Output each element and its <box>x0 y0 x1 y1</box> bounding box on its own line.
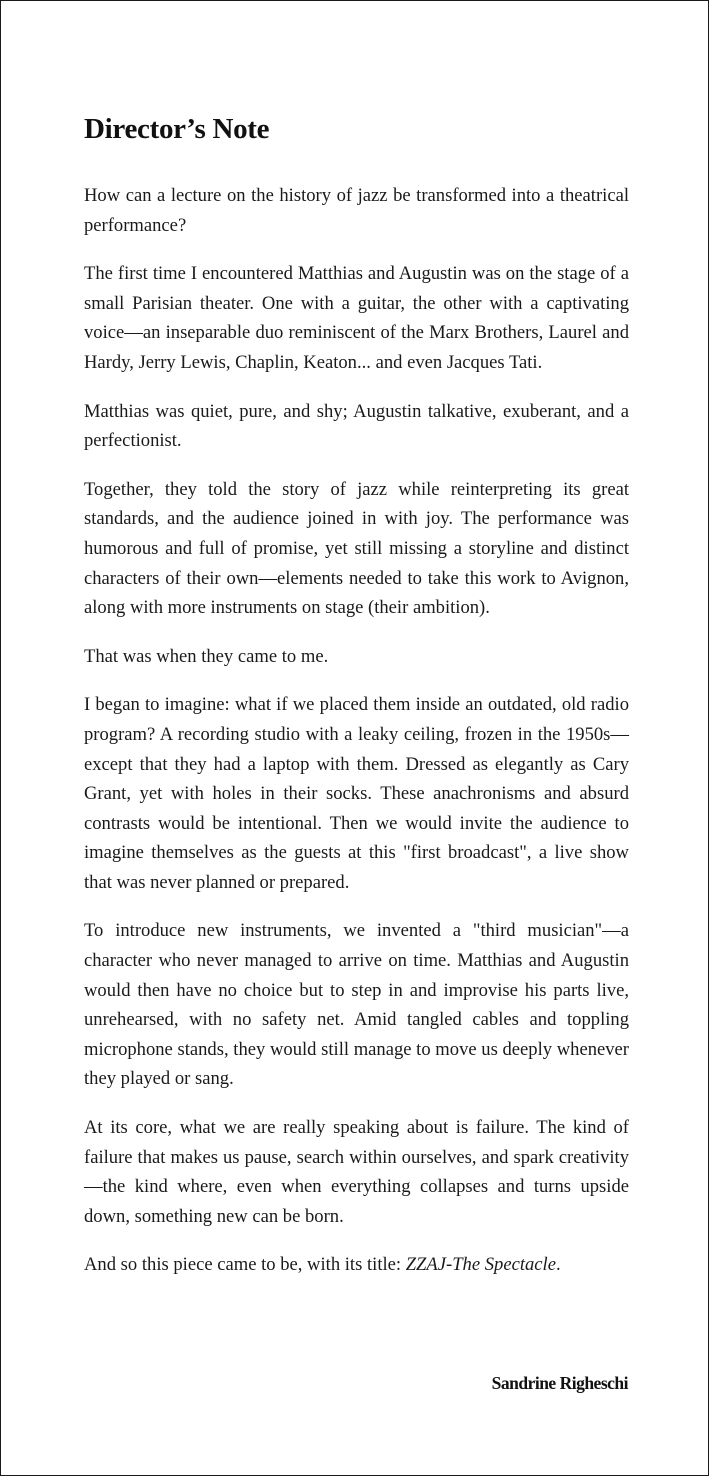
paragraph-together: Together, they told the story of jazz while reinterpreting its great standards, and the audience joined in with joy. The performance was humorous and full of promise, yet still missing a storyline and distinct characters of their own—elements needed to take this work to Avignon, along with more instruments on stage (their ambition). <box>84 478 629 619</box>
closing-lead-text: And so this piece came to be, with its title: <box>84 1254 406 1276</box>
paragraph-failure: At its core, what we are really speaking about is failure. The kind of failure that makes us pause, search within ourselves, and spark creativity—the kind where, even when everything collapses and turns upside down, something new can be born. <box>84 1117 629 1227</box>
paragraph-imagine: I began to imagine: what if we placed them inside an outdated, old radio program? A recording studio with a leaky ceiling, frozen in the 1950s—except that they had a laptop with them. Dressed as elegantly as Cary Grant, yet with holes in their socks. These anachronisms and absurd contrasts would be intentional. Then we would invite the audience to imagine themselves as the guests at this "first broadcast", a live show that was never planned or prepared. <box>84 694 629 893</box>
paragraph-came-to-me: That was when they came to me. <box>84 645 329 667</box>
page-title: Director’s Note <box>84 113 270 145</box>
paragraph-closing <box>84 1250 629 1280</box>
paragraph-third-musician: To introduce new instruments, we invented a "third musician"—a character who never managed to arrive on time. Matthias and Augustin would then have no choice but to step in and improvise his parts live, unrehearsed, with no safety net. Amid tangled cables and toppling microphone stands, they would still manage to move us deeply whenever they played or sang. <box>84 920 629 1090</box>
paragraph-first-encounter: The first time I encountered Matthias and Augustin was on the stage of a small Parisian theater. One with a guitar, the other with a captivating voice—an inseparable duo reminiscent of the Marx Brothers, Laurel and Hardy, Jerry Lewis, Chaplin, Keaton... and even Jacques Tati. <box>84 263 629 373</box>
note-body <box>84 109 629 1299</box>
work-title: ZZAJ-The Spectacle <box>405 1254 556 1276</box>
paragraph-intro-question: How can a lecture on the history of jazz be transformed into a theatrical performance? <box>84 185 629 236</box>
paragraph-characters: Matthias was quiet, pure, and shy; Augustin talkative, exuberant, and a perfectionist. <box>84 400 629 452</box>
closing-period: . <box>555 1254 561 1276</box>
author-signature: Sandrine Righeschi <box>491 1373 628 1393</box>
